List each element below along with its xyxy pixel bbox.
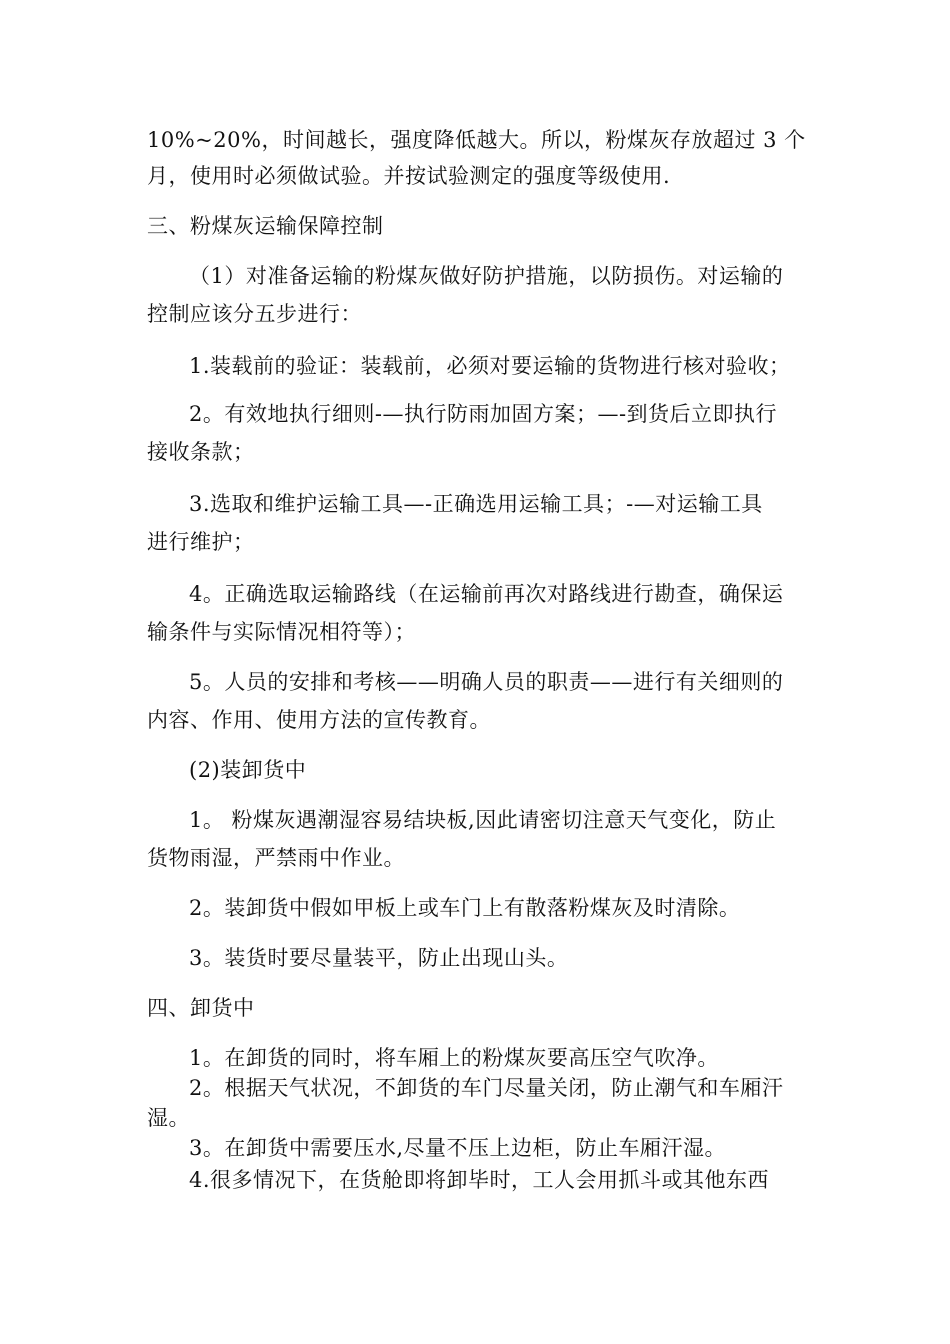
item-1-1-line2: 控制应该分五步进行： — [147, 302, 362, 326]
step3-line1: 3.选取和维护运输工具—-正确选用运输工具；-—对运输工具 — [189, 492, 763, 516]
unload3-line: 3。在卸货中需要压水,尽量不压上边柜，防止车厢汗湿。 — [189, 1136, 727, 1160]
section3-heading: 三、粉煤灰运输保障控制 — [147, 214, 384, 238]
load1-line1: 1。 粉煤灰遇潮湿容易结块板,因此请密切注意天气变化，防止 — [189, 808, 777, 832]
step2-line2: 接收条款； — [147, 440, 255, 464]
para1-line2: 月，使用时必须做试验。并按试验测定的强度等级使用. — [147, 164, 671, 188]
step3-line2: 进行维护； — [147, 530, 255, 554]
unload1-line: 1。在卸货的同时，将车厢上的粉煤灰要高压空气吹净。 — [189, 1046, 719, 1070]
para1-line1: 10%~20%，时间越长，强度降低越大。所以，粉煤灰存放超过 3 个 — [147, 128, 806, 152]
section4-heading: 四、卸货中 — [147, 996, 255, 1020]
item-1-1-line1: （1）对准备运输的粉煤灰做好防护措施，以防损伤。对运输的 — [189, 264, 784, 288]
unload2-line2: 湿。 — [147, 1106, 190, 1130]
unload4-line: 4.很多情况下，在货舱即将卸毕时，工人会用抓斗或其他东西 — [189, 1168, 770, 1192]
load2-line: 2。装卸货中假如甲板上或车门上有散落粉煤灰及时清除。 — [189, 896, 741, 920]
step5-line1: 5。人员的安排和考核——明确人员的职责——进行有关细则的 — [189, 670, 784, 694]
step1-line: 1.装载前的验证：装载前，必须对要运输的货物进行核对验收； — [189, 354, 791, 378]
step4-line2: 输条件与实际情况相符等）； — [147, 620, 416, 644]
step2-line1: 2。有效地执行细则-—执行防雨加固方案；—-到货后立即执行 — [189, 402, 778, 426]
load1-line2: 货物雨湿，严禁雨中作业。 — [147, 846, 405, 870]
step5-line2: 内容、作用、使用方法的宣传教育。 — [147, 708, 491, 732]
unload2-line1: 2。根据天气状况，不卸货的车门尽量关闭，防止潮气和车厢汗 — [189, 1076, 784, 1100]
item-1-2: (2)装卸货中 — [189, 758, 307, 782]
step4-line1: 4。正确选取运输路线（在运输前再次对路线进行勘查，确保运 — [189, 582, 784, 606]
load3-line: 3。装货时要尽量装平，防止出现山头。 — [189, 946, 569, 970]
